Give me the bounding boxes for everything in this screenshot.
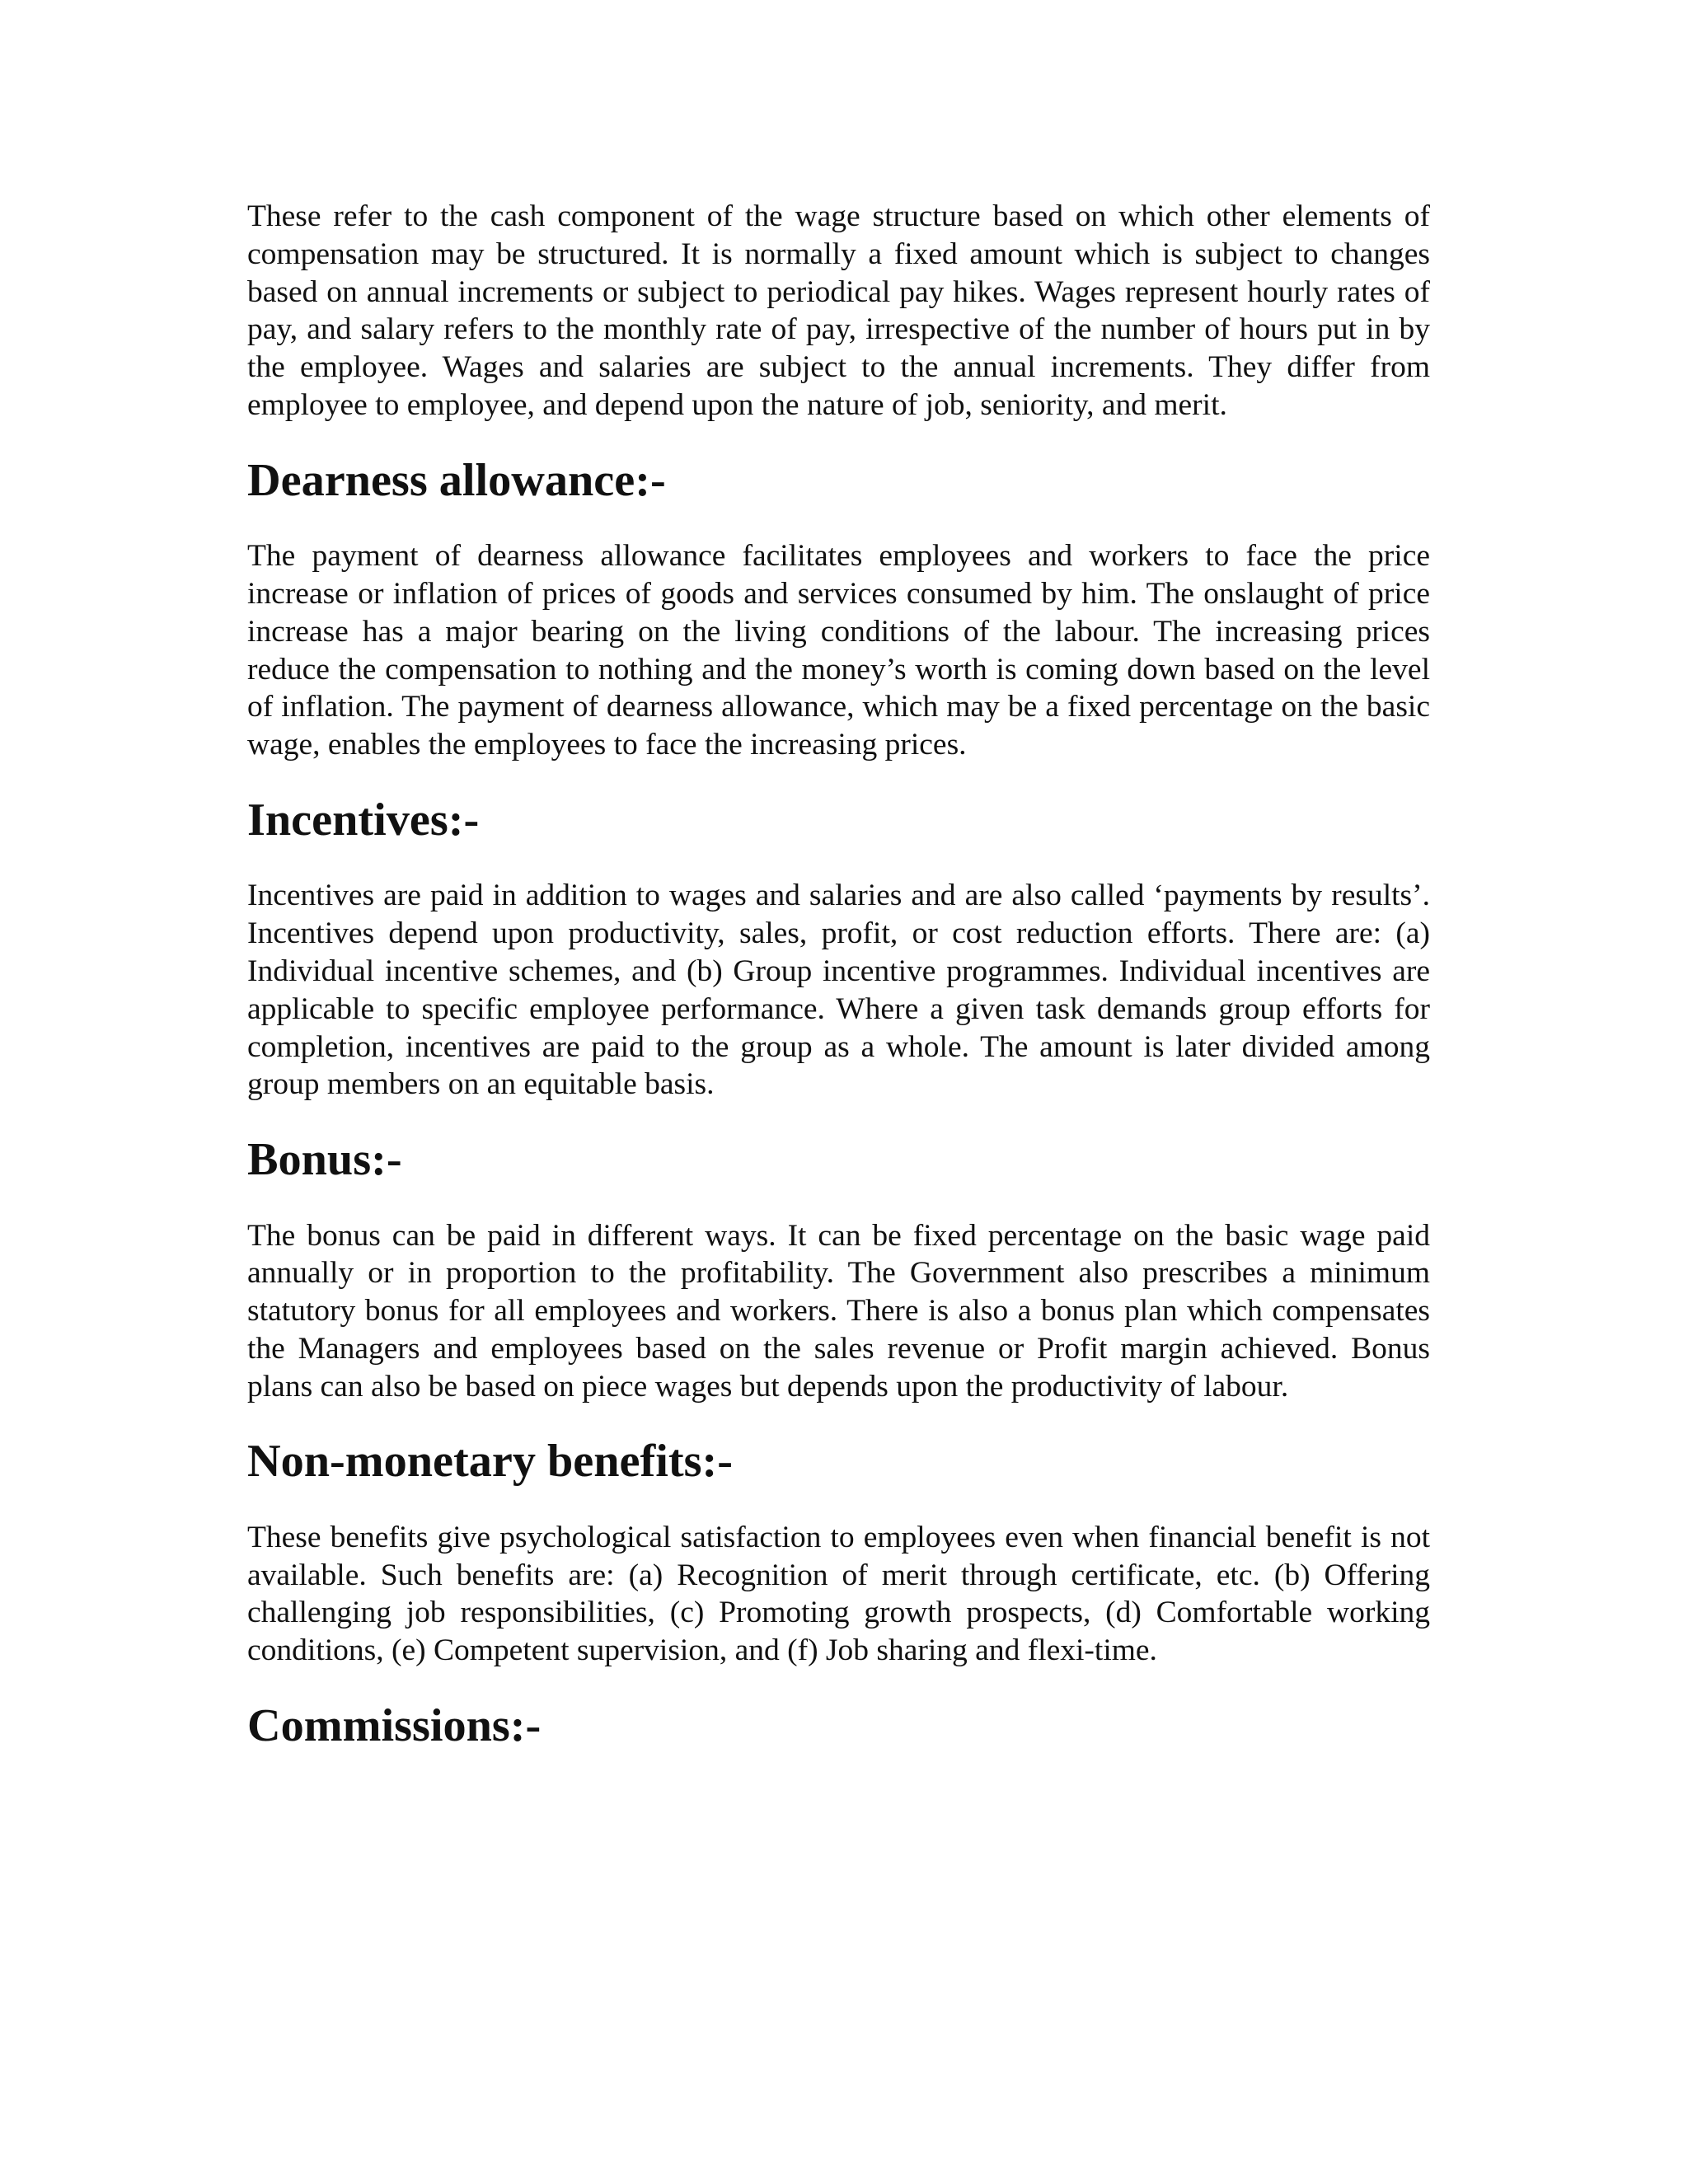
intro-paragraph: These refer to the cash component of the wage structure based on which other elements of compensation may be structured. It is normally a fixed amount which is subject to changes based on annual increments or subject to periodical pay hikes. Wages represent hourly rates of pay, and salary refers to the monthly rate of pay, irrespective of the number of hours put in by the employee. Wages and salaries are subject to the annual increments. They differ from employee to employee, and depend upon the nature of job, seniority, and merit.	[247, 199, 1430, 422]
section-heading-incentives: Incentives:-	[247, 794, 480, 846]
section-heading-dearness-allowance: Dearness allowance:-	[247, 454, 666, 506]
section-body-non-monetary-benefits: These benefits give psychological satisfaction to employees even when financial benefit is not available. Such benefits are: (a) Recognition of merit through certificate, etc. (b) Offering challenging job responsibilities, (c) Promoting growth prospects, (d) Comfortable working conditions, (e) Competent supervision, and (f) Job sharing and flexi-time.	[247, 1520, 1430, 1668]
document-page	[247, 198, 1430, 1783]
section-body-bonus: The bonus can be paid in different ways. It can be fixed percentage on the basic wage paid annually or in proportion to the profitability. The Government also prescribes a minimum statutory bonus for all employees and workers. There is also a bonus plan which compensates the Managers and employees based on the sales revenue or Profit margin achieved. Bonus plans can also be based on piece wages but depends upon the productivity of labour.	[247, 1218, 1430, 1404]
section-heading-bonus: Bonus:-	[247, 1133, 402, 1185]
section-heading-commissions: Commissions:-	[247, 1699, 542, 1751]
section-body-incentives: Incentives are paid in addition to wages and salaries and are also called ‘payments by results’. Incentives depend upon productivity, sales, profit, or cost reduction efforts. There are: (a) Individual incentive schemes, and (b) Group incentive programmes. Individual incentives are applicable to specific employee performance. Where a given task demands group efforts for completion, incentives are paid to the group as a whole. The amount is later divided among group members on an equitable basis.	[247, 879, 1430, 1102]
section-body-dearness-allowance: The payment of dearness allowance facilitates employees and workers to face the price increase or inflation of prices of goods and services consumed by him. The onslaught of price increase has a major bearing on the living conditions of the labour. The increasing prices reduce the compensation to nothing and the money’s worth is coming down based on the level of inflation. The payment of dearness allowance, which may be a fixed percentage on the basic wage, enables the employees to face the increasing prices.	[247, 539, 1430, 762]
section-heading-non-monetary-benefits: Non-monetary benefits:-	[247, 1436, 733, 1488]
